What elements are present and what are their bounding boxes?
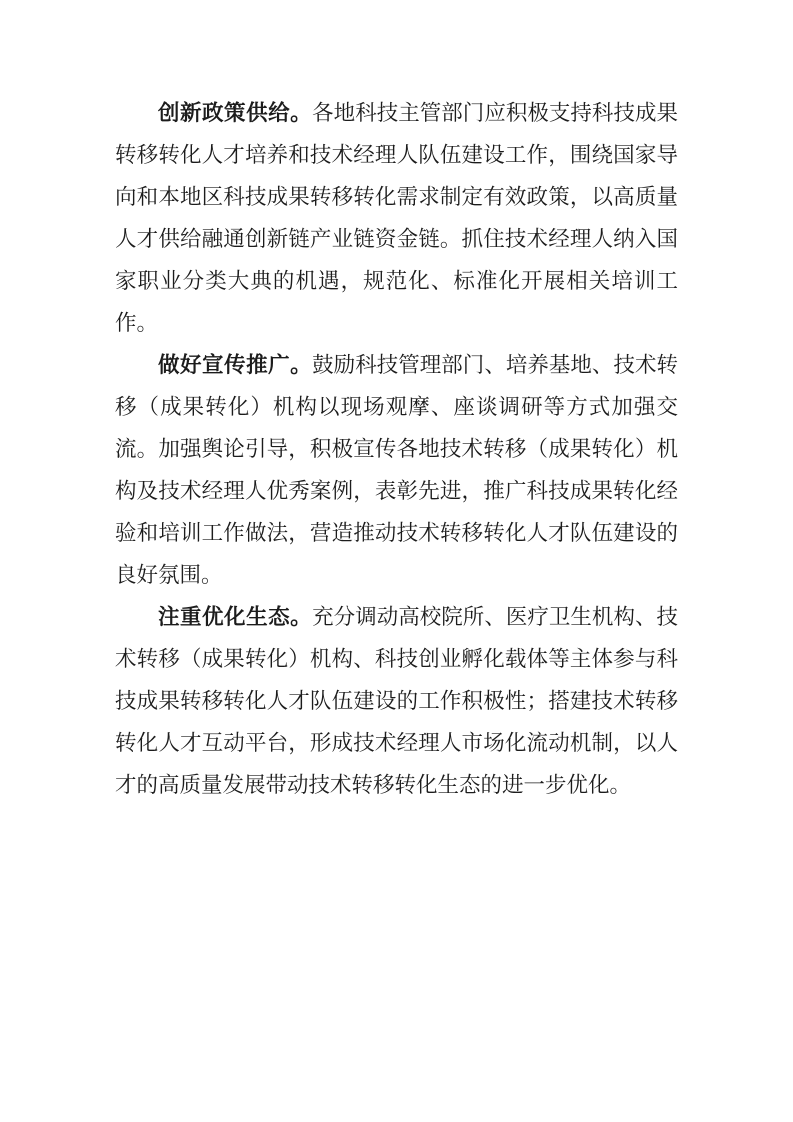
- paragraph-innovation-policy-supply: [115, 92, 678, 344]
- paragraph-publicity-promotion: [115, 344, 678, 596]
- paragraph-lead-innovation-policy-supply: 创新政策供给。: [158, 101, 313, 125]
- paragraph-body-publicity-promotion: 鼓励科技管理部门、培养基地、技术转移（成果转化）机构以现场观摩、座谈调研等方式加强交流。加强舆论引导，积极宣传各地技术转移（成果转化）机构及技术经理人优秀案例，表彰先进，推广科技成果转化经验和培训工作做法，营造推动技术转移转化人才队伍建设的良好氛围。: [115, 353, 678, 587]
- paragraph-lead-ecosystem-optimization: 注重优化生态。: [158, 605, 313, 629]
- document-text-block: [115, 92, 678, 806]
- paragraph-body-innovation-policy-supply: 各地科技主管部门应积极支持科技成果转移转化人才培养和技术经理人队伍建设工作，围绕国家导向和本地区科技成果转移转化需求制定有效政策，以高质量人才供给融通创新链产业链资金链。抓住技术经理人纳入国家职业分类大典的机遇，规范化、标准化开展相关培训工作。: [115, 101, 678, 335]
- paragraph-lead-publicity-promotion: 做好宣传推广。: [158, 353, 313, 377]
- paragraph-ecosystem-optimization: [115, 596, 678, 806]
- paragraph-body-ecosystem-optimization: 充分调动高校院所、医疗卫生机构、技术转移（成果转化）机构、科技创业孵化载体等主体参与科技成果转移转化人才队伍建设的工作积极性；搭建技术转移转化人才互动平台，形成技术经理人市场化流动机制，以人才的高质量发展带动技术转移转化生态的进一步优化。: [115, 605, 678, 797]
